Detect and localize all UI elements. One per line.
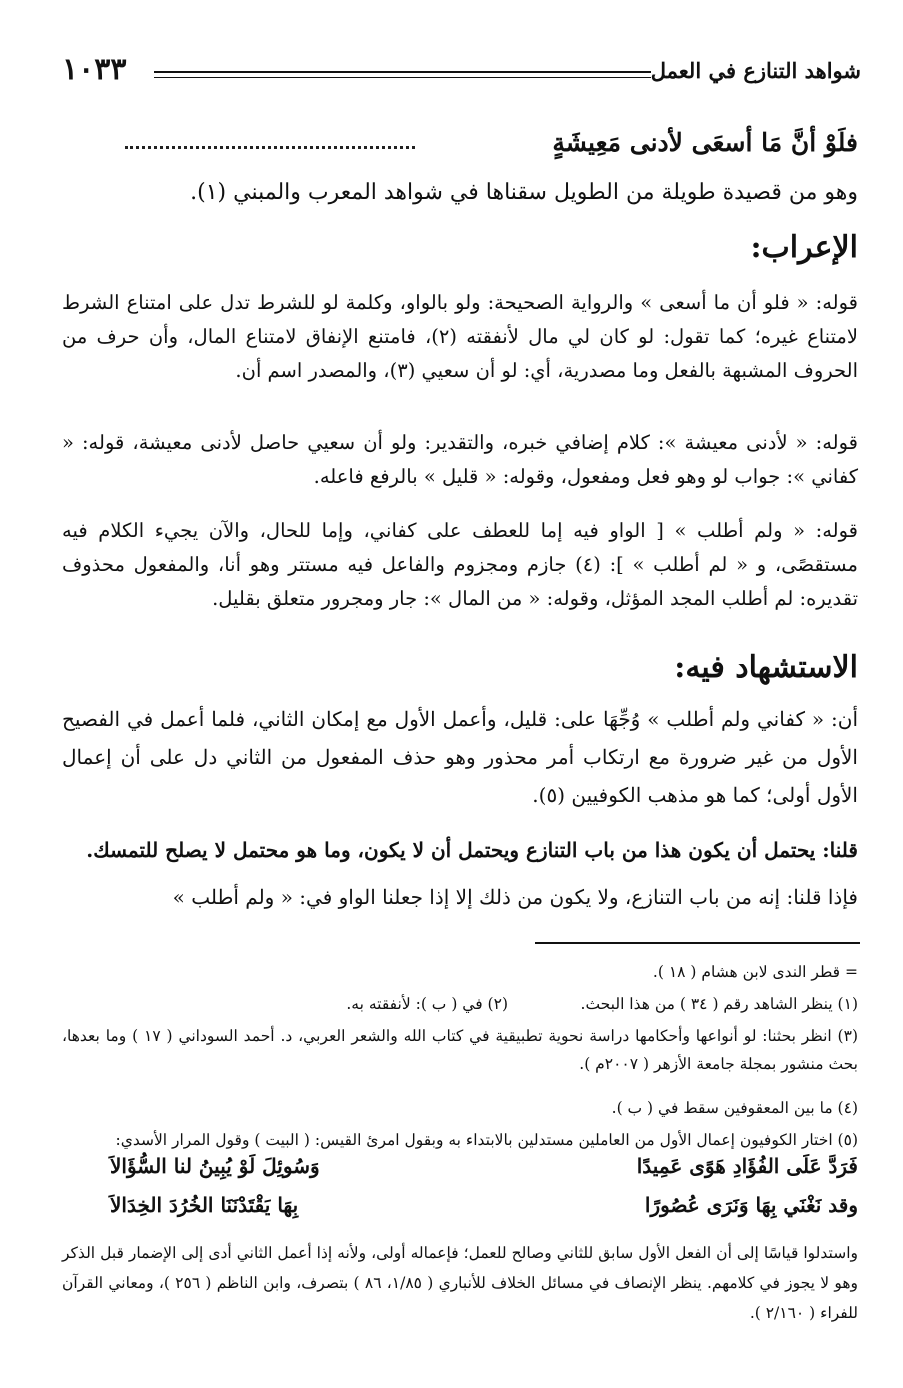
section-heading-istishhad: الاستشهاد فيه: bbox=[674, 650, 858, 685]
footnote-3: (٣) انظر بحثنا: لو أنواعها وأحكامها دراسة نحوية تطبيقية في كتاب الله والشعر العربي، د. أحمد السوداني ( ١٧ ) وما بعدها، بحث منشور بمجلة جامعة الأزهر ( ٢٠٠٧م ). bbox=[62, 1027, 858, 1073]
footnote-1: (١) ينظر الشاهد رقم ( ٣٤ ) من هذا البحث. bbox=[580, 995, 858, 1013]
paragraph-1: قوله: « فلو أن ما أسعى » والرواية الصحيحة: ولو بالواو، وكلمة لو للشرط تدل على امتناع الشرط لامتناع غيره؛ كما تقول: لو كان لي مال لأنفقته (٢)، فامتنع الإنفاق لامتناع المال، وأن حرف من الحروف المشبهة بالفعل وما مصدرية، أي: لو أن سعيي (٣)، والمصدر اسم أن. bbox=[62, 291, 858, 382]
header-rule bbox=[154, 71, 651, 78]
page-number: ١٠٣٣ bbox=[62, 52, 127, 87]
hemistich-second: بِهَا يَقْتَدْنَنَا الخُرُدَ الخِدَالاَ bbox=[110, 1193, 299, 1217]
paragraph-5: قلنا: يحتمل أن يكون هذا من باب التنازع ويحتمل أن لا يكون، وما هو محتمل لا يصلح للتمسك. bbox=[86, 838, 858, 862]
footnote-4: (٤) ما بين المعقوفين سقط في ( ب ). bbox=[611, 1099, 858, 1117]
footnote-5-continued: واستدلوا قياسًا إلى أن الفعل الأول سابق للثاني وصالح للعمل؛ فإعماله أولى، ولأنه إذا أعمل الثاني أدى إلى الإضمار قبل الذكر وهو لا يجوز في كلامهم. ينظر الإنصاف في مسائل الخلاف للأنباري ( ١/٨٥، ٨٦ ) بتصرف، وابن الناظم ( ٢٥٦ )، ومعاني القرآن للفراء ( ٢/١٦٠ ). bbox=[62, 1244, 858, 1322]
paragraph-6: فإذا قلنا: إنه من باب التنازع، ولا يكون من ذلك إلا إذا جعلنا الواو في: « ولم أطلب » bbox=[172, 885, 858, 909]
hemistich-second: وَسُوئِلَ لَوْ يُبِينُ لنا السُّؤَالاَ bbox=[110, 1154, 320, 1178]
verse-line: فلَوْ أنَّ مَا أسعَى لأدنى مَعِيشَةٍ bbox=[552, 128, 858, 157]
paragraph-4: أن: « كفاني ولم أطلب » وُجِّهَا على: قليل، وأعمل الأول مع إمكان الثاني، فلما أعمل في الفصيح الأول من غير ضرورة مع ارتكاب أمر محذور وهو حذف المفعول من الثاني دل على أن إعمال الأول أولى؛ كما هو مذهب الكوفيين (٥). bbox=[62, 707, 858, 807]
section-heading-irab: الإعراب: bbox=[750, 230, 858, 265]
running-header bbox=[62, 52, 861, 98]
hemistich-first: وقد نَغْنَي بِهَا وَنَرَى عُصُورًا bbox=[644, 1193, 858, 1217]
paragraph-3: قوله: « ولم أطلب » [ الواو فيه إما للعطف على كفاني، وإما للحال، والآن يجيء الكلام فيه مستقصًى، و « لم أطلب » ]: (٤) جازم ومجزوم والفاعل فيه مستتر وهو أنا، والمفعول محذوف تقديره: لم أطلب المجد المؤثل، وقوله: « من المال »: جار ومجرور متعلق بقليل. bbox=[62, 519, 858, 610]
footnote-5: (٥) اختار الكوفيون إعمال الأول من العاملين مستدلين بالابتداء به وبقول امرئ القيس: ( البيت ) وقول المرار الأسدي: bbox=[115, 1131, 858, 1149]
hemistich-first: فَرَدَّ عَلَى الفُؤَادِ هَوًى عَمِيدًا bbox=[636, 1154, 858, 1178]
header-title: شواهد التنازع في العمل bbox=[650, 58, 861, 83]
verse-ellipsis bbox=[125, 146, 415, 149]
footnote-2: (٢) في ( ب ): لأنفقته به. bbox=[346, 995, 508, 1013]
paragraph-2: قوله: « لأدنى معيشة »: كلام إضافي خبره، والتقدير: ولو أن سعيي حاصل لأدنى معيشة، قوله: « كفاني »: جواب لو وهو فعل ومفعول، وقوله: « قليل » بالرفع فاعله. bbox=[62, 431, 858, 488]
verse-source-note: وهو من قصيدة طويلة من الطويل سقناها في شواهد المعرب والمبني (١). bbox=[190, 180, 858, 205]
footnote-continued: = قطر الندى لابن هشام ( ١٨ ). bbox=[652, 963, 858, 981]
footnote-separator bbox=[535, 942, 860, 944]
